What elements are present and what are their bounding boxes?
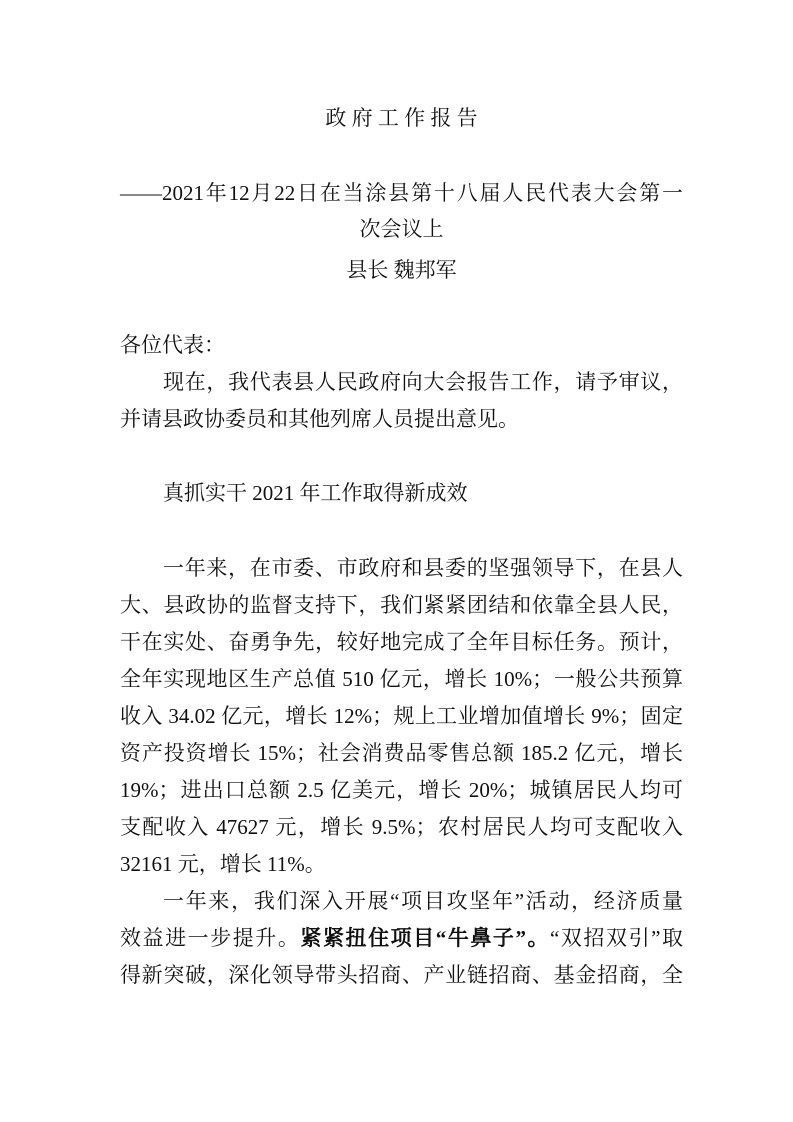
text-run: 效益进一步提升。 [120, 926, 301, 950]
intro-line: 并请县政协委员和其他列席人员提出意见。 [120, 407, 519, 431]
intro-line: 现在，我代表县人民政府向大会报告工作，请予审议， [163, 370, 683, 394]
paragraph-line: 得新突破，深化领导带头招商、产业链招商、基金招商，全 [120, 963, 683, 987]
paragraph-line: 支配收入 47627 元，增长 9.5%；农村居民人均可支配收入 [120, 815, 683, 839]
paragraph-line: 干在实处、奋勇争先，较好地完成了全年目标任务。预计， [120, 630, 683, 654]
section-heading: 真抓实干 2021 年工作取得新成效 [163, 481, 468, 505]
subtitle-line: 次会议上 [359, 217, 444, 241]
paragraph-line: 收入 34.02 亿元，增长 12%；规上工业增加值增长 9%；固定 [120, 704, 683, 728]
paragraph-line: 32161 元，增长 11%。 [120, 852, 326, 876]
document-title: 政 府 工 作 报 告 [325, 106, 478, 130]
paragraph-line: 全年实现地区生产总值 510 亿元，增长 10%；一般公共预算 [120, 667, 683, 691]
paragraph-line: 一年来，我们深入开展“项目攻坚年”活动，经济质量 [163, 889, 683, 913]
salutation: 各位代表： [120, 333, 225, 357]
paragraph-line: 19%；进出口总额 2.5 亿美元，增长 20%；城镇居民人均可 [120, 778, 683, 802]
subtitle-line: ——2021年12月22日在当涂县第十八届人民代表大会第一 [120, 181, 683, 205]
speaker: 县长 魏邦军 [346, 258, 457, 282]
paragraph-line: 一年来，在市委、市政府和县委的坚强领导下，在县人 [163, 556, 683, 580]
paragraph-line: 大、县政协的监督支持下，我们紧紧团结和依靠全县人民， [120, 593, 683, 617]
bold-emphasis: 紧紧扭住项目“牛鼻子”。 [300, 926, 551, 950]
paragraph-line: 资产投资增长 15%；社会消费品零售总额 185.2 亿元，增长 [120, 741, 683, 765]
text-run: “双招双引”取 [550, 926, 683, 950]
paragraph-line [120, 925, 683, 951]
